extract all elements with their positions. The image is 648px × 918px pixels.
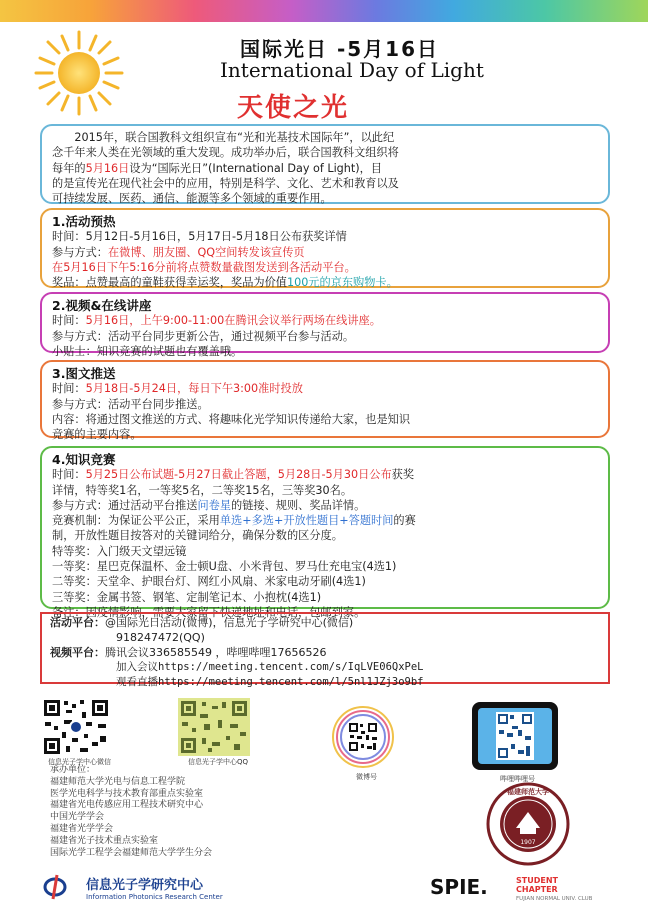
ipc-name-english: Information Photonics Research Center (86, 893, 223, 901)
intro-line: 的是宣传光在现代社会中的应用，特别是科学、文化、艺术和教育以及 (52, 176, 399, 190)
spie-logo: SPIE. (430, 875, 488, 899)
section-content: 竞赛的主要内容。 (52, 428, 142, 442)
seal-year: 1907 (520, 839, 536, 846)
section-method: 参与方式：活动平台同步推送。 (52, 397, 209, 411)
section-method: 参与方式：活动平台同步更新公告，通过视频平台参与活动。 (52, 329, 355, 343)
section-lecture (40, 292, 610, 358)
organizer-item: 福建省光电传感应用工程技术研究中心 (50, 800, 204, 811)
section-content: 内容：将通过图文推送的方式、将趣味化光学知识传递给大家，也是知识 (52, 412, 411, 426)
phi-logo-icon (42, 874, 68, 900)
meeting-join-link[interactable]: 加入会议https://meeting.tencent.com/s/IqLVE06QxPeL (116, 661, 424, 674)
page-title: 国际光日 -5月16日 (240, 37, 440, 61)
intro-line: 2015年，联合国教科文组织宣布“光和光基技术国际年”，以此纪 (74, 131, 395, 144)
live-stream-link[interactable]: 观看直播https://meeting.tencent.com/l/5nl1JZj3o9bf (116, 676, 424, 689)
weibo-qr-caption: 微博号 (356, 773, 377, 781)
organizer-item: 福建省光学学会 (50, 823, 114, 834)
spie-student-chapter: STUDENT CHAPTER (516, 876, 558, 894)
intro-line: 念千年来人类在光领域的重大发现。成功举办后，联合国教科文组织将 (52, 146, 399, 160)
date-highlight: 5月16日 (85, 161, 130, 175)
bilibili-qr-code (470, 700, 560, 772)
section-time: 时间：5月16日，上午9:00-11:00在腾讯会议举行两场在线讲座。 (52, 314, 381, 328)
section-details: 详情，特等奖1名，一等奖5名，二等奖15名，三等奖30名。 (52, 483, 353, 497)
section-heading: 3.图文推送 (52, 366, 116, 381)
organizers-list (50, 765, 212, 859)
bilibili-qr-caption: 哔哩哔哩号 (500, 775, 535, 783)
ipc-name: 信息光子学研究中心 (86, 878, 204, 893)
organizer-item: 医学光电科学与技术教育部重点实验室 (50, 788, 204, 799)
organizer-item: 福建师范大学光电与信息工程学院 (50, 776, 186, 787)
section-method-detail: 在5月16日下午5:16分前将点赞数量截图发送到各活动平台。 (52, 260, 356, 274)
page-title-english: International Day of Light (220, 58, 484, 82)
wechat-qr-code (42, 698, 110, 756)
section-time: 时间：5月18日-5月24日，每日下午3:00准时投放 (52, 382, 303, 396)
activity-platform: 活动平台：@国际光日活动(微博)，信息光子学研究中心(微信) (50, 616, 354, 629)
university-seal-logo (486, 782, 570, 866)
intro-line: 每年的5月16日设为“国际光日”(International Day of Light)，目 (52, 161, 382, 175)
prize-first: 一等奖：星巴克保温杯、金士顿U盘、小米背包、罗马仕充电宝(4选1) (52, 560, 397, 574)
section-quiz (40, 446, 610, 619)
prize-third: 三等奖：金属书签、钢笔、定制笔记本、小抱枕(4选1) (52, 590, 322, 604)
section-time: 时间：5月25日公布试题-5月27日截止答题，5月28日-5月30日公布获奖 (52, 468, 415, 482)
section-mechanism: 竞赛机制：为保证公平公正，采用单选+多选+开放性题目+答题时间的赛 (52, 514, 416, 528)
qq-qr-caption: 信息光子学中心QQ (188, 758, 249, 766)
prize-second: 二等奖：天堂伞、护眼台灯、网红小风扇、米家电动牙刷(4选1) (52, 575, 366, 589)
section-time: 时间：5月12日-5月16日，5月17日-5月18日公布获奖详情 (52, 230, 347, 244)
organizer-item: 国际光学工程学会福建师范大学学生分会 (50, 847, 213, 858)
video-platform: 视频平台：腾讯会议336585549 ，哔哩哔哩17656526 (50, 645, 327, 659)
rainbow-banner (0, 0, 648, 22)
qq-number: 918247472(QQ) (116, 630, 205, 644)
intro-line: 可持续发展、医药、通信、能源等多个领域的重要作用。 (52, 192, 332, 206)
section-method: 参与方式：通过活动平台推送问卷星的链接、规则、奖品详情。 (52, 498, 366, 512)
section-mechanism: 制，开放性题目按答对的关键词给分，确保分数的区分度。 (52, 529, 343, 543)
section-method: 参与方式：在微博、朋友圈、QQ空间转发该宣传页 (52, 245, 305, 259)
weibo-qr-code (326, 704, 400, 770)
section-heading: 1.活动预热 (52, 214, 116, 229)
intro-box (40, 124, 610, 204)
section-heading: 2.视频&在线讲座 (52, 298, 152, 313)
organizers-label: 承办单位： (50, 765, 96, 775)
qq-qr-code (178, 698, 250, 756)
section-prize: 奖品：点赞最高的童鞋获得幸运奖，奖品为价值100元的京东购物卡。 (52, 276, 398, 290)
section-posts (40, 360, 610, 442)
event-name: 天使之光 (237, 93, 350, 123)
spie-club-name: FUJIAN NORMAL UNIV. CLUB (516, 896, 593, 902)
organizer-item: 中国光学学会 (50, 812, 105, 823)
wechat-qr-caption: 信息光子学中心微信 (48, 758, 111, 766)
section-heading: 4.知识竞赛 (52, 452, 116, 467)
sun-icon (24, 26, 134, 121)
section-tip: 小贴士：知识竞赛的试题也有覆盖哦。 (52, 344, 243, 358)
platform-info (40, 612, 610, 689)
section-warmup (40, 208, 610, 288)
seal-text: 福建师范大学 (507, 788, 549, 796)
section-note: 备注：因疫情影响，需要大家留下快递地址和电话，包邮到家。 (52, 605, 366, 619)
ipc-logo (42, 872, 262, 908)
organizer-item: 福建省光子技术重点实验室 (50, 835, 159, 846)
prize-special: 特等奖：入门级天文望远镜 (52, 544, 187, 558)
